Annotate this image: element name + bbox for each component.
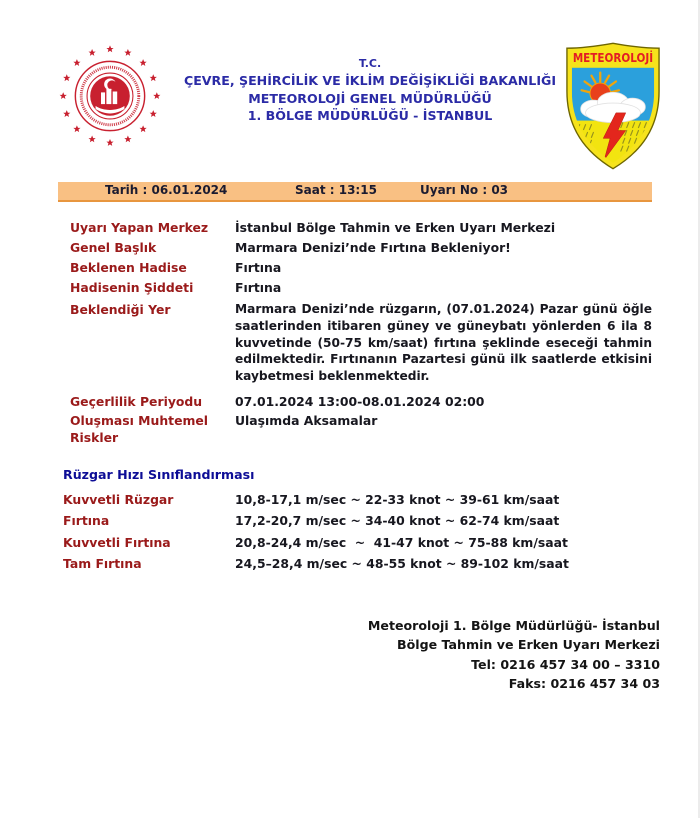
detail-row bbox=[70, 392, 652, 412]
detail-label: Oluşması Muhtemel Riskler bbox=[70, 412, 209, 445]
detail-value: Fırtına bbox=[235, 260, 282, 275]
wind-value: 17,2-20,7 m/sec ~ 34-40 knot ~ 62-74 km/saat bbox=[235, 513, 560, 529]
detail-label: Genel Başlık bbox=[70, 240, 157, 255]
detail-value: Ulaşımda Aksamalar bbox=[235, 412, 378, 428]
contact-footer bbox=[368, 616, 660, 693]
footer-phone-line: Tel: 0216 457 34 00 – 3310 bbox=[471, 656, 660, 672]
wind-row bbox=[63, 489, 652, 510]
detail-value: İstanbul Bölge Tahmin ve Erken Uyarı Merkezi bbox=[235, 220, 556, 235]
detail-label: Beklenen Hadise bbox=[70, 260, 187, 275]
time-field: Saat : 13:15 bbox=[295, 183, 377, 197]
meteoroloji-logo-text: METEOROLOJİ bbox=[572, 50, 662, 66]
detail-label: Uyarı Yapan Merkez bbox=[70, 220, 209, 235]
detail-value-paragraph: Marmara Denizi’nde rüzgarın, (07.01.2024) Pazar günü öğle saatlerinden itibaren güney ve güneybatı yönlerden 6 ila 8 kuvvetinde (50-75 km/saat) fırtına şeklinde eseceği tahmin edilmektedir. Fırtınanın Pazartesi günü ilk saatlerde etkisini kaybetmesi beklenmektedir. bbox=[235, 302, 652, 384]
wind-label: Kuvvetli Fırtına bbox=[63, 534, 171, 550]
wind-value: 24,5–28,4 m/sec ~ 48-55 knot ~ 89-102 km/saat bbox=[235, 555, 569, 571]
info-bar bbox=[58, 182, 652, 202]
date-field: Tarih : 06.01.2024 bbox=[105, 183, 228, 197]
wind-row bbox=[63, 553, 652, 574]
detail-label: Hadisenin Şiddeti bbox=[70, 280, 194, 295]
wind-label: Tam Fırtına bbox=[63, 555, 142, 571]
wind-label: Fırtına bbox=[63, 513, 110, 529]
wind-row bbox=[63, 510, 652, 531]
wind-classification-title: Rüzgar Hızı Sınıflandırması bbox=[63, 467, 255, 482]
warning-details bbox=[70, 218, 652, 446]
detail-value: 07.01.2024 13:00-08.01.2024 02:00 bbox=[235, 393, 485, 409]
detail-row bbox=[70, 412, 652, 446]
detail-label: Beklendiği Yer bbox=[70, 302, 171, 317]
header-line-directorate: METEOROLOJİ GENEL MÜDÜRLÜĞÜ bbox=[248, 90, 492, 106]
wind-row bbox=[63, 532, 652, 553]
footer-center-line: Bölge Tahmin ve Erken Uyarı Merkezi bbox=[397, 637, 660, 653]
warning-number-field: Uyarı No : 03 bbox=[420, 183, 509, 197]
detail-row bbox=[70, 258, 652, 278]
meteoroloji-logo bbox=[564, 42, 662, 170]
footer-fax-line: Faks: 0216 457 34 03 bbox=[508, 675, 660, 691]
wind-speed-classification bbox=[63, 466, 652, 574]
header-line-region: 1. BÖLGE MÜDÜRLÜĞÜ - İSTANBUL bbox=[247, 108, 493, 123]
detail-value: Marmara Denizi’nde Fırtına Bekleniyor! bbox=[235, 240, 511, 255]
wind-value: 10,8-17,1 m/sec ~ 22-33 knot ~ 39-61 km/saat bbox=[235, 492, 560, 507]
header-line-ministry: ÇEVRE, ŞEHİRCİLİK VE İKLİM DEĞİŞİKLİĞİ BAKANLIĞI bbox=[183, 73, 557, 88]
header-line-tc: T.C. bbox=[358, 57, 382, 70]
detail-row-expected-location bbox=[70, 301, 652, 385]
footer-office-line: Meteoroloji 1. Bölge Müdürlüğü- İstanbul bbox=[367, 618, 660, 633]
meteoroloji-shield-icon bbox=[564, 42, 662, 170]
wind-label: Kuvvetli Rüzgar bbox=[63, 492, 174, 507]
wind-value: 20,8-24,4 m/sec ~ 41-47 knot ~ 75-88 km/saat bbox=[235, 534, 568, 550]
detail-row bbox=[70, 218, 652, 238]
detail-label: Geçerlilik Periyodu bbox=[70, 393, 203, 409]
detail-row bbox=[70, 278, 652, 298]
detail-value: Fırtına bbox=[235, 280, 282, 295]
detail-row bbox=[70, 238, 652, 258]
